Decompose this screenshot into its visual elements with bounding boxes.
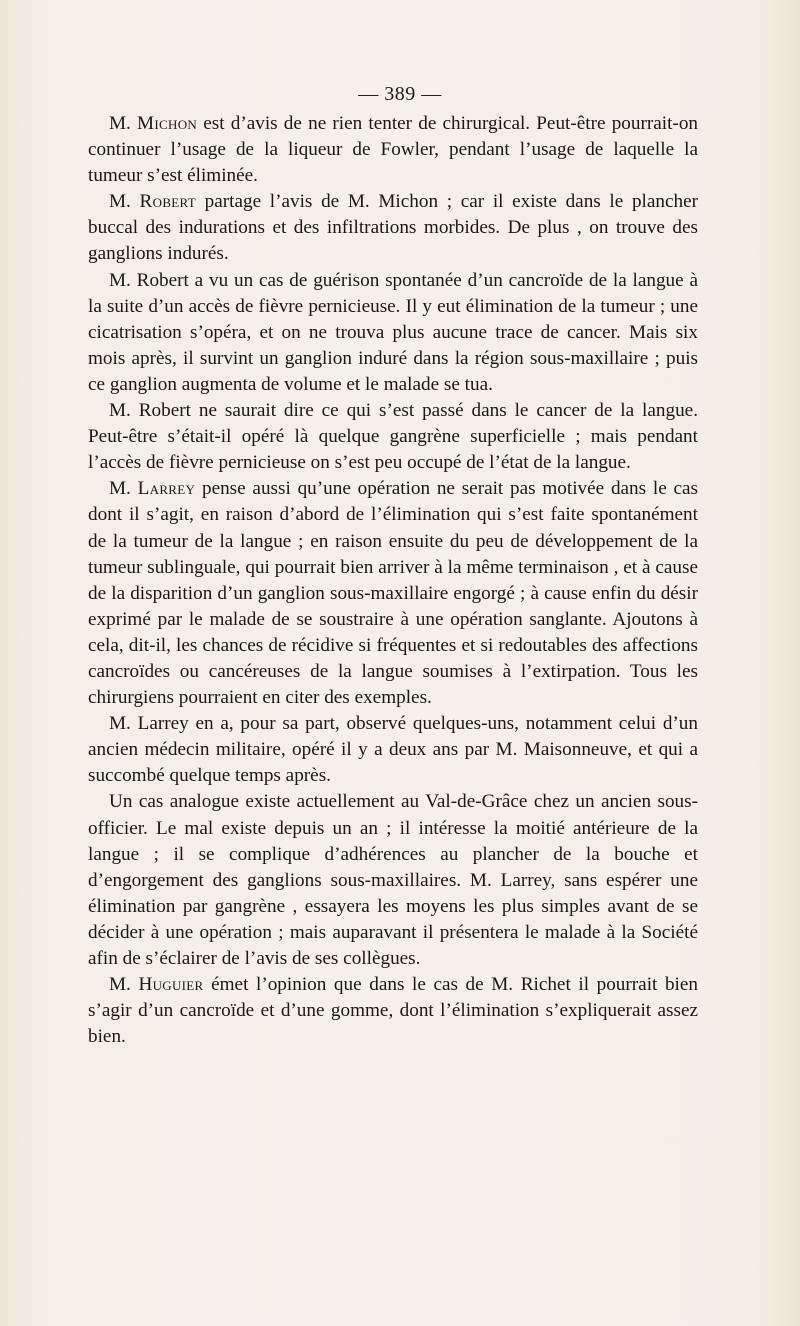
paragraph-larrey: M. Larrey pense aussi qu’une opération ne serait pas motivée dans le cas dont il s’agit, en raison d’abord de l’élimination qui s’est faite spontanément de la tumeur de la langue ; en raison ensuite du peu de développement de la tumeur sublinguale, qui pourrait bien arriver à la même terminaison , et à cause de la disparition d’un ganglion sous-maxillaire engorgé ; à cause enfin du désir exprimé par le malade de se soustraire à une opération sanglante. Ajoutons à cela, dit-il, les chances de récidive si fréquentes et si redoutables des affections cancroïdes ou cancéreuses de la langue soumises à l’extirpation. Tous les chirurgiens pourraient en citer des exemples. bbox=[88, 478, 698, 709]
page-body bbox=[88, 111, 698, 1050]
paragraph: M. Robert a vu un cas de guérison spontanée d’un cancroïde de la langue à la suite d’un accès de fièvre pernicieuse. Il y eut élimination de la tumeur ; une cicatrisation s’opéra, et on ne trouva plus aucune trace de cancer. Mais six mois après, il survint un ganglion induré dans la région sous-maxillaire ; puis ce ganglion augmenta de volume et le malade se tua. bbox=[88, 269, 698, 395]
paragraph: Un cas analogue existe actuellement au Val-de-Grâce chez un ancien sous-officier. Le mal existe depuis un an ; il intéresse la moitié antérieure de la langue ; il se complique d’adhérences au plancher de la bouche et d’engorgement des ganglions sous-maxillaires. M. Larrey, sans espérer une élimination par gangrène , essayera les moyens les plus simples avant de se décider à une opération ; mais auparavant il présentera le malade à la Société afin de s’éclairer de l’avis de ses collègues. bbox=[88, 791, 698, 969]
paragraph-huguier: M. Huguier émet l’opinion que dans le cas de M. Richet il pourrait bien s’agir d’un cancroïde et d’une gomme, dont l’élimination s’expliquerait assez bien. bbox=[88, 974, 698, 1048]
speaker-name: Michon bbox=[137, 113, 198, 134]
paragraph-michon: M. Michon est d’avis de ne rien tenter de chirurgical. Peut-être pourrait-on continuer l’usage de la liqueur de Fowler, pendant l’usage de laquelle la tumeur s’est éliminée. bbox=[88, 113, 699, 187]
speaker-name: Larrey bbox=[137, 478, 196, 500]
speaker-name: Robert bbox=[139, 191, 196, 213]
paragraph: M. Robert ne saurait dire ce qui s’est passé dans le cancer de la langue. Peut-être s’était-il opéré là quelque gangrène superficielle ; mais pendant l’accès de fièvre pernicieuse on s’est peu occupé de l’état de la langue. bbox=[88, 400, 698, 474]
speaker-name: Huguier bbox=[138, 974, 204, 996]
paragraph-robert: M. Robert partage l’avis de M. Michon ; car il existe dans le plancher buccal des indurations et des infiltrations morbides. De plus , on trouve des ganglions indurés. bbox=[88, 191, 698, 265]
paragraph: M. Larrey en a, pour sa part, observé quelques-uns, notamment celui d’un ancien médecin militaire, opéré il y a deux ans par M. Maisonneuve, et qui a succombé quelque temps après. bbox=[88, 713, 698, 787]
page-number: — 389 — bbox=[358, 83, 442, 105]
